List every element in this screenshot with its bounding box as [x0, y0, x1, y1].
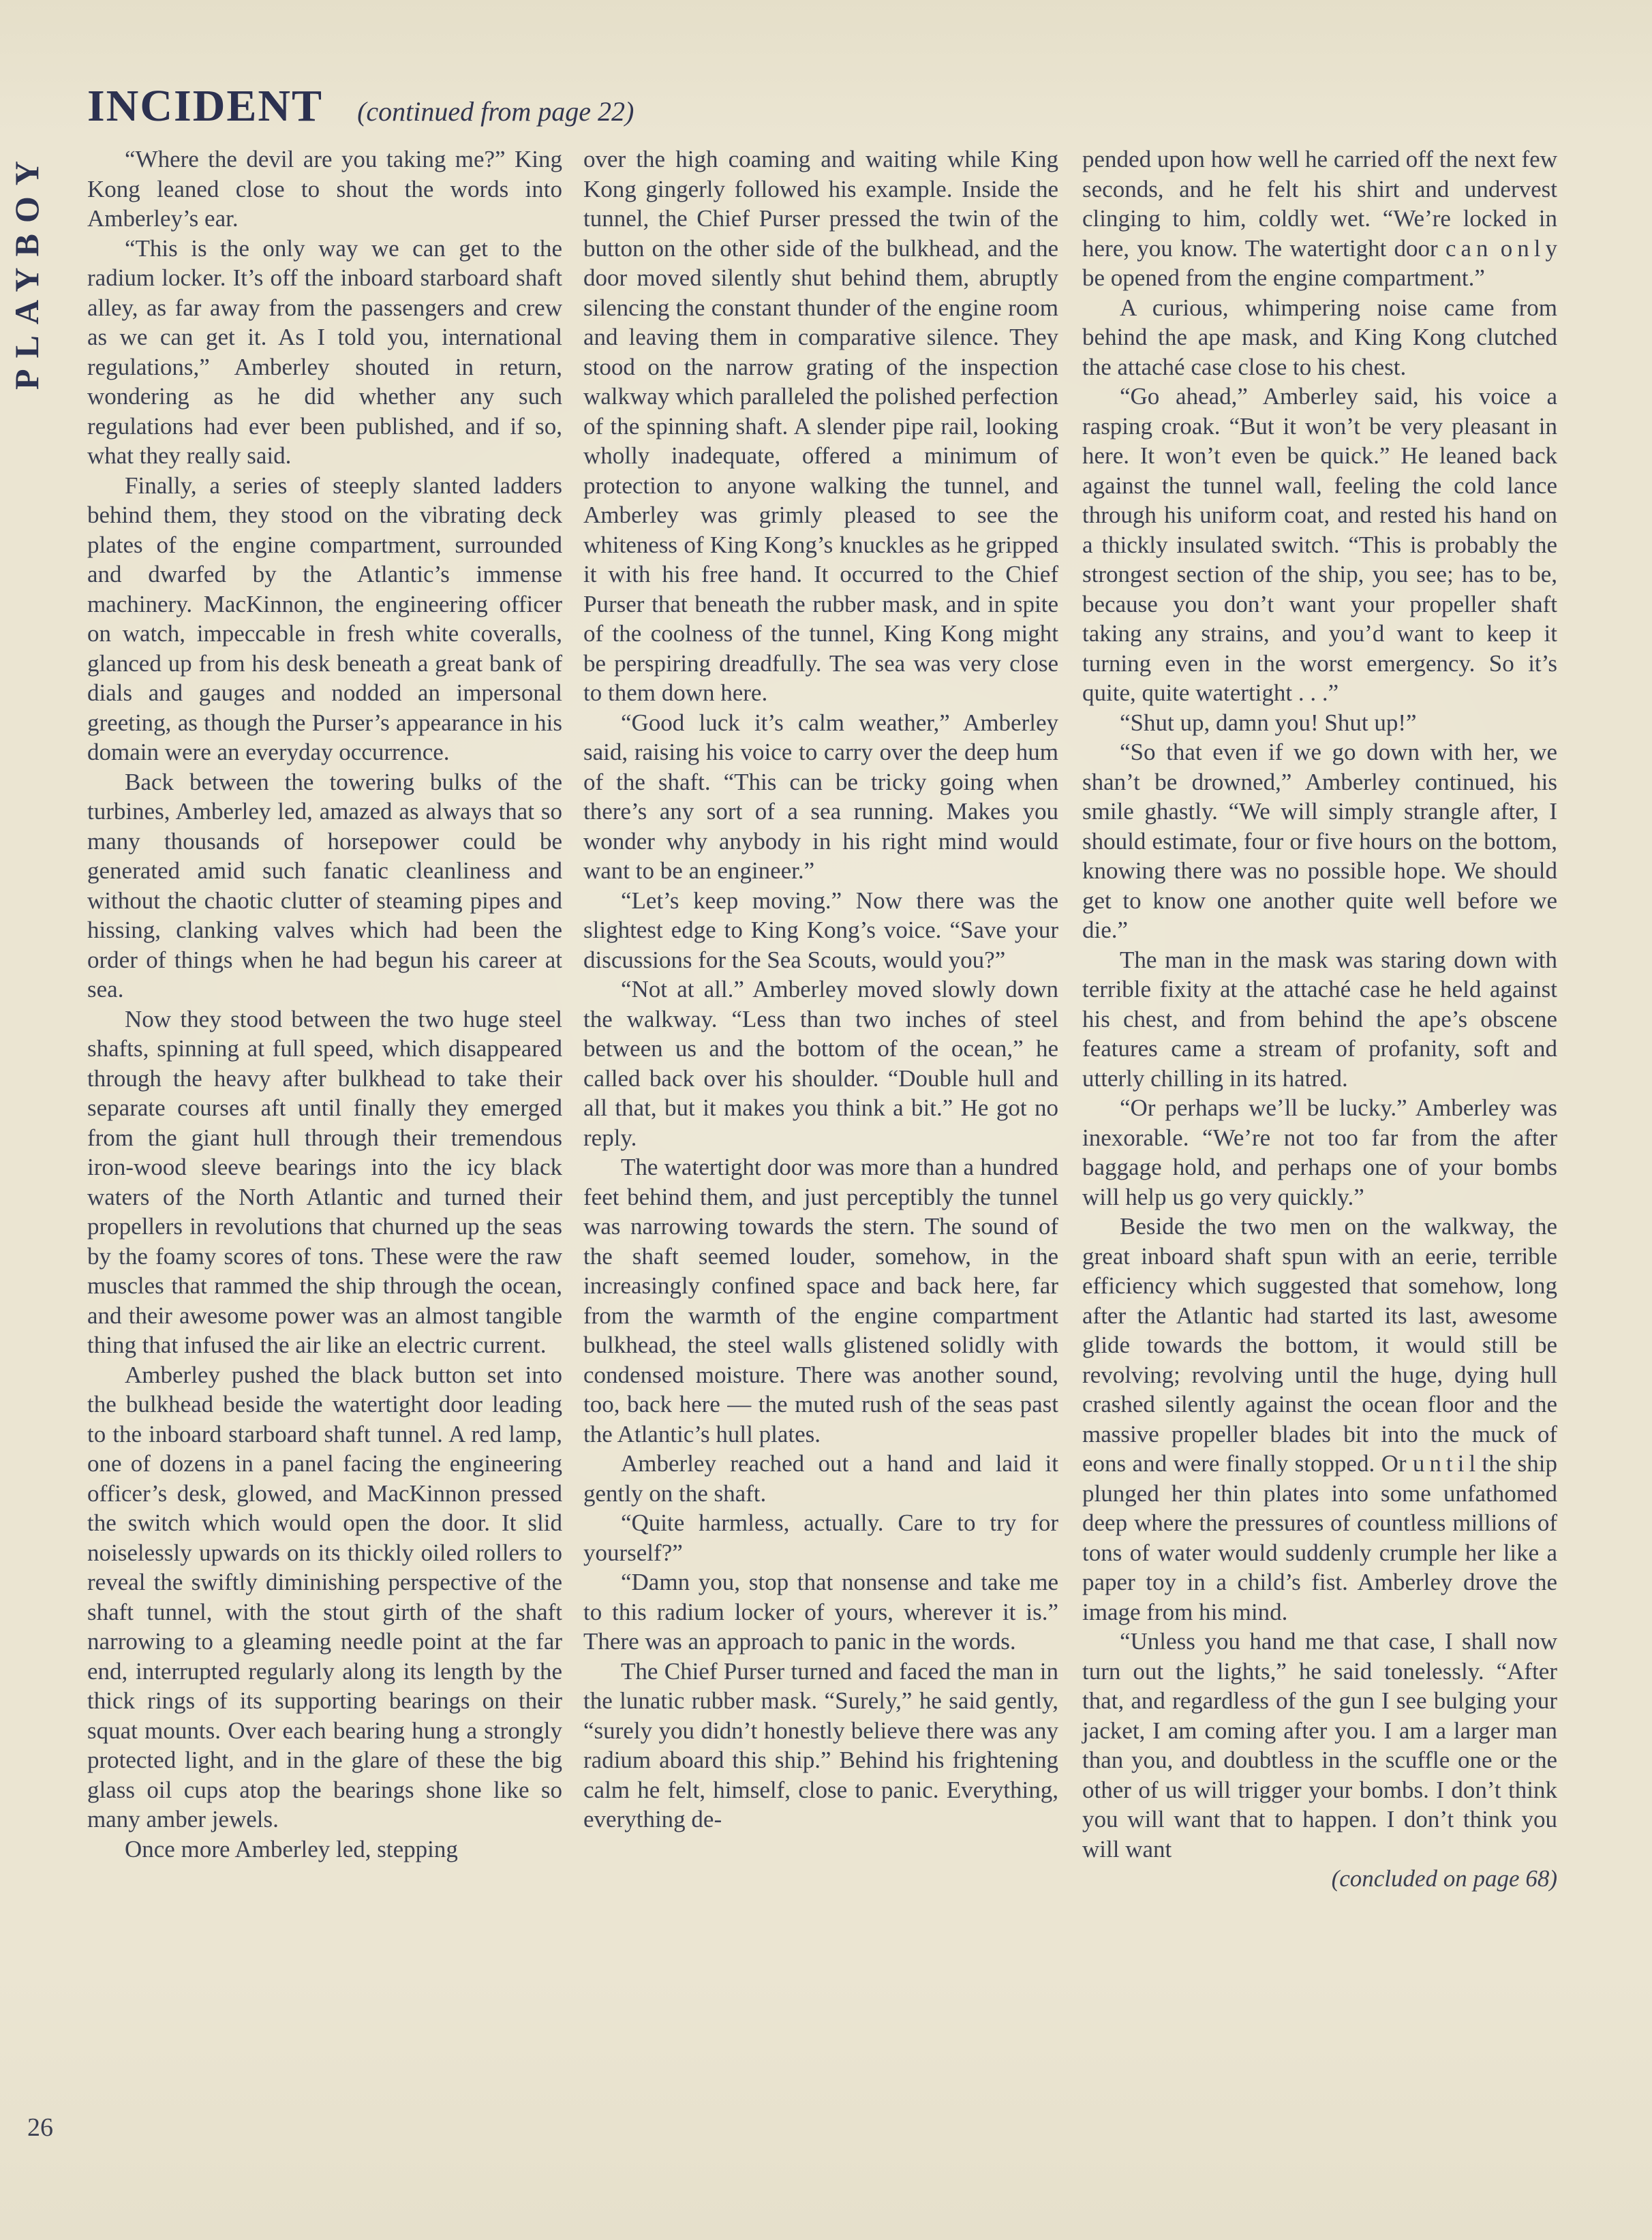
story-paragraph: “Good luck it’s calm weather,” Amberley said, raising his voice to carry over the deep hum of the shaft. “This can be tricky going when there’s any sort of a sea running. Makes you wonder why anybody in his right mind would want to be an engineer.” [583, 709, 1058, 884]
story-paragraph: Back between the towering bulks of the turbines, Amberley led, amazed as always that so many thousands of horsepower could be generated amid such fanatic cleanliness and without the chaotic clutter of steaming pipes and hissing, clanking valves which had been the order of things when he had begun his career at sea. [87, 768, 562, 1002]
story-paragraph: The Chief Purser turned and faced the man in the lunatic rubber mask. “Surely,” he said gently, “surely you didn’t honestly believe there was any radium aboard this ship.” Behind his frightening calm he felt, himself, close to panic. Everything, everything de- [583, 1657, 1058, 1832]
story-paragraph: “Quite harmless, actually. Care to try for yourself?” [583, 1509, 1058, 1566]
story-paragraph: “Go ahead,” Amberley said, his voice a rasping croak. “But it won’t be very pleasant in here. It won’t even be quick.” He leaned back against the tunnel wall, feeling the cold lance through his uniform coat, and rested his hand on a thickly insulated switch. “This is probably the strongest section of the ship, you see; has to be, because you don’t want your propeller shaft taking any strains, and you’d want to keep it turning even in the worst emergency. So it’s quite, quite watertight . . .” [1082, 383, 1557, 706]
continued-from-note: (continued from page 22) [357, 96, 634, 127]
story-paragraph: Now they stood between the two huge steel shafts, spinning at full speed, which disappeared through the heavy after bulkhead to take their separate courses aft until finally they emerged from the giant hull through their tremendous iron-wood sleeve bearings into the icy black waters of the North Atlantic and turned their propellers in revolutions that churned up the seas by the foamy scores of tons. These were the raw muscles that rammed the ship through the ocean, and their awesome power was an almost tangible thing that infused the air like an electric current. [87, 1005, 562, 1358]
story-paragraph: Beside the two men on the walkway, the great inboard shaft spun with an eerie, terrible efficiency which suggested that somehow, long after the Atlantic had started its last, awesome glide towards the bottom, it would still be revolving; revolving until the huge, dying hull crashed silently against the ocean floor and the massive propeller blades bit into the muck of eons and were finally stopped. Or u n t i l the ship plunged her thin plates into some unfathomed deep where the pressures of countless millions of tons of water would suddenly crumple her like a paper toy in a child’s fist. Amberley drove the image from his mind. [1082, 1213, 1557, 1625]
story-paragraph: “Or perhaps we’ll be lucky.” Amberley was inexorable. “We’re not too far from the after baggage hold, and perhaps one of your bombs will help us go very quickly.” [1082, 1094, 1557, 1210]
story-paragraph: “Damn you, stop that nonsense and take me to this radium locker of yours, wherever it is.” There was an approach to panic in the words. [583, 1569, 1058, 1655]
story-paragraph: “Shut up, damn you! Shut up!” [1120, 709, 1417, 736]
article-title: INCIDENT [87, 81, 324, 131]
spine-magazine-name: PLAYBOY [7, 150, 46, 390]
story-paragraph: A curious, whimpering noise came from behind the ape mask, and King Kong clutched the attaché case close to his chest. [1082, 294, 1557, 380]
text-column-3 [1082, 144, 1557, 1894]
story-paragraph: “Where the devil are you taking me?” King Kong leaned close to shout the words into Amberley’s ear. [87, 146, 562, 232]
page-number: 26 [27, 2113, 53, 2142]
story-paragraph: pended upon how well he carried off the next few seconds, and he felt his shirt and undervest clinging to him, coldly wet. “We’re locked in here, you know. The watertight door c a n o n l y be opened from the engine compartment.” [1082, 146, 1557, 291]
story-paragraph: The man in the mask was staring down with terrible fixity at the attaché case he held against his chest, and from behind the ape’s obscene features came a stream of profanity, soft and utterly chilling in its hatred. [1082, 946, 1557, 1092]
story-paragraph: “Unless you hand me that case, I shall now turn out the lights,” he said tonelessly. “After that, and regardless of the gun I see bulging your jacket, I am coming after you. I am a larger man than you, and doubtless in the scuffle one or the other of us will trigger your bombs. I don’t think you will want that to happen. I don’t think you will want [1082, 1628, 1557, 1862]
story-paragraph: “This is the only way we can get to the radium locker. It’s off the inboard starboard shaft alley, as far away from the passengers and crew as we can get it. As I told you, international regulations,” Amberley shouted in return, wondering as he did whether any such regulations had ever been published, and if so, what they really said. [87, 234, 562, 469]
story-paragraph: Finally, a series of steeply slanted ladders behind them, they stood on the vibrating deck plates of the engine compartment, surrounded and dwarfed by the Atlantic’s immense machinery. MacKinnon, the engineering officer on watch, impeccable in fresh white coveralls, glanced up from his desk beneath a great bank of dials and gauges and nodded an impersonal greeting, as though the Purser’s appearance in his domain were an everyday occurrence. [87, 472, 562, 765]
story-paragraph: Once more Amberley led, stepping [125, 1835, 458, 1862]
story-paragraph: “So that even if we go down with her, we shan’t be drowned,” Amberley continued, his smile ghastly. “We will simply strangle after, I should estimate, four or five hours on the bottom, knowing there was no possible hope. We should get to know one another quite well before we die.” [1082, 739, 1557, 943]
article-header [87, 80, 1041, 132]
story-paragraph: “Not at all.” Amberley moved slowly down the walkway. “Less than two inches of steel between us and the bottom of the ocean,” he called back over his shoulder. “Double hull and all that, but it makes you think a bit.” He got no reply. [583, 976, 1058, 1151]
text-column-1 [87, 144, 562, 1864]
concluded-note: (concluded on page 68) [1331, 1865, 1557, 1892]
story-paragraph: Amberley reached out a hand and laid it gently on the shaft. [583, 1450, 1058, 1507]
story-paragraph: “Let’s keep moving.” Now there was the slightest edge to King Kong’s voice. “Save your discussions for the Sea Scouts, would you?” [583, 887, 1058, 973]
story-paragraph: The watertight door was more than a hundred feet behind them, and just perceptibly the tunnel was narrowing towards the stern. The sound of the shaft seemed louder, somehow, in the increasingly confined space and back here, far from the warmth of the engine compartment bulkhead, the steel walls glistened solidly with condensed moisture. There was another sound, too, back here — the muted rush of the seas past the Atlantic’s hull plates. [583, 1154, 1058, 1447]
story-paragraph: Amberley pushed the black button set into the bulkhead beside the watertight door leading to the inboard starboard shaft tunnel. A red lamp, one of dozens in a panel facing the engineering officer’s desk, glowed, and MacKinnon pressed the switch which would open the door. It slid noiselessly upwards on its thickly oiled rollers to reveal the swiftly diminishing perspective of the shaft tunnel, with the stout girth of the shaft narrowing to a gleaming needle point at the far end, interrupted regularly along its length by the thick rings of its supporting bearings on their squat mounts. Over each bearing hung a strongly protected light, and in the glare of these the big glass oil cups atop the bearings shone like so many amber jewels. [87, 1361, 562, 1832]
text-column-2 [583, 144, 1058, 1835]
story-paragraph: over the high coaming and waiting while King Kong gingerly followed his example. Inside the tunnel, the Chief Purser pressed the twin of the button on the other side of the bulkhead, and the door moved silently shut behind them, abruptly silencing the constant thunder of the engine room and leaving them in comparative silence. They stood on the narrow grating of the inspection walkway which paralleled the polished perfection of the spinning shaft. A slender pipe rail, looking wholly inadequate, offered a minimum of protection to anyone walking the tunnel, and Amberley was grimly pleased to see the whiteness of King Kong’s knuckles as he gripped it with his free hand. It occurred to the Chief Purser that beneath the rubber mask, and in spite of the coolness of the tunnel, King Kong might be perspiring dreadfully. The sea was very close to them down here. [583, 146, 1058, 706]
